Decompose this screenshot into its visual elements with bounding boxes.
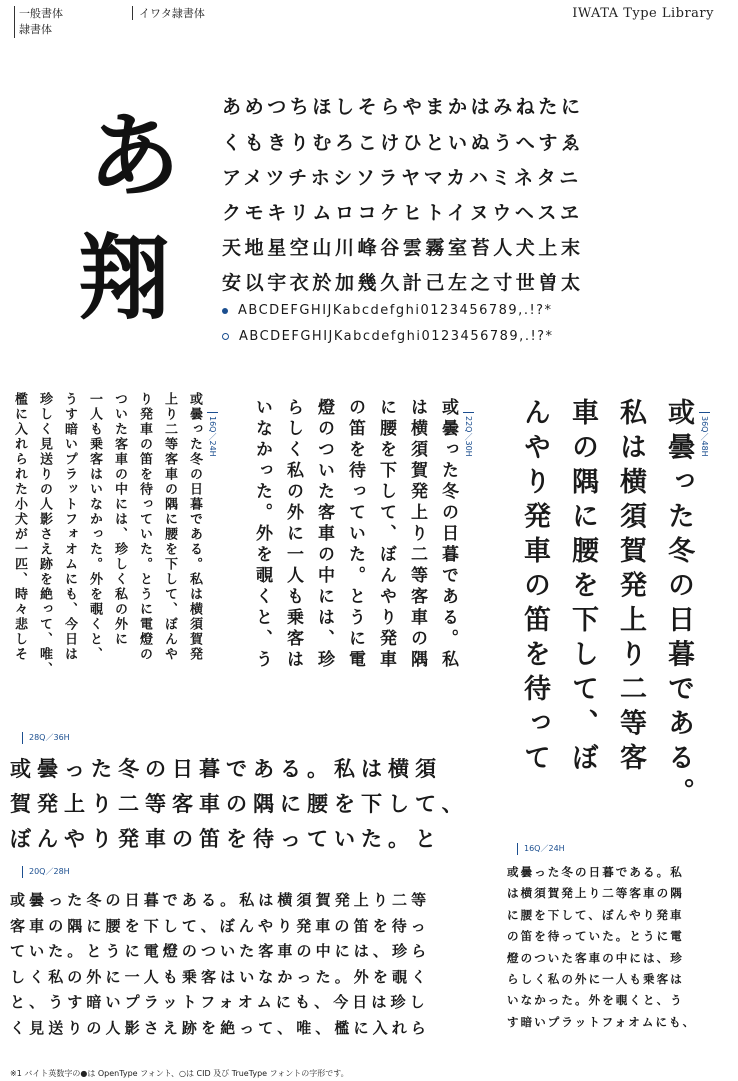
vertical-16q-col-8: 檻に入れられた小犬が一匹、時々悲しそ: [12, 392, 27, 662]
vertical-22q-col-2: は横須賀発上り二等客車の隅: [407, 398, 427, 671]
sample-line-hiragana-1: あめつちほしそらやまかはみねたに: [222, 96, 584, 118]
vertical-16q-col-2: 上り二等客車の隅に腰を下して、ぼんや: [162, 392, 177, 662]
font-name: イワタ隷書体: [132, 6, 205, 20]
alphanumeric-opentype: [222, 303, 553, 318]
vertical-16q-col-6: うす暗いプラットフォオムにも、今日は: [62, 392, 77, 662]
horizontal-16q-line-7: いなかった。外を覗くと、う: [507, 993, 684, 1008]
cid-dot-icon: [222, 333, 229, 340]
horizontal-text-16q: [507, 862, 696, 1033]
horizontal-16q-line-6: らしく私の外に一人も乗客は: [507, 972, 684, 987]
vertical-36q-col-4: んやり発車の笛を待って: [519, 398, 550, 778]
size-label-16q-vertical: 16Q／24H: [207, 412, 218, 457]
alphanumeric-cid-text: ABCDEFGHIJKabcdefghi0123456789,.!?*: [239, 329, 554, 344]
sample-line-katakana-1: アメツチホシソラヤマカハミネタニ: [222, 167, 582, 189]
footnote: ※1 バイト英数字の●は OpenType フォント、○は CID 及び TrueType フォントの字形です。: [10, 1069, 349, 1078]
vertical-16q-col-5: 一人も乗客はいなかった。外を覗くと、: [87, 392, 102, 662]
vertical-text-22q: [246, 398, 460, 698]
vertical-text-36q: [506, 398, 696, 828]
horizontal-16q-line-4: の笛を待っていた。とうに電: [507, 929, 684, 944]
horizontal-20q-line-1: 或曇った冬の日暮である。私は横須賀発上り二等: [10, 891, 431, 909]
size-label-22q-vertical: 22Q／30H: [463, 412, 474, 457]
sample-line-kanji-1: 天地星空山川峰谷雲霧室苔人犬上末: [222, 237, 584, 259]
alphanumeric-opentype-text: ABCDEFGHIJKabcdefghi0123456789,.!?*: [238, 303, 553, 318]
vertical-36q-col-3: 車の隅に腰を下して、ぼ: [567, 398, 598, 778]
vertical-22q-col-5: 燈のついた客車の中には、珍: [314, 398, 334, 671]
vertical-16q-col-4: ついた客車の中には、珍しく私の外に: [112, 392, 127, 647]
horizontal-text-28q: [10, 752, 469, 857]
vertical-22q-col-6: らしく私の外に一人も乗客は: [283, 398, 303, 671]
horizontal-20q-line-4: しく私の外に一人も乗客はいなかった。外を覗く: [10, 967, 431, 986]
opentype-dot-icon: [222, 308, 228, 314]
vertical-22q-col-4: の笛を待っていた。とうに電: [345, 398, 365, 671]
library-title: IWATA Type Library: [572, 6, 714, 21]
sample-line-kanji-2: 安以宇衣於加幾久計己左之寸世曽太: [222, 272, 584, 294]
horizontal-28q-line-3: ぼんやり発車の笛を待っていた。と: [10, 827, 442, 851]
horizontal-16q-line-1: 或曇った冬の日暮である。私: [507, 865, 684, 879]
sample-line-hiragana-2: くもきりむろこけひといぬうへすゑ: [222, 132, 584, 154]
horizontal-16q-line-5: 燈のついた客車の中には、珍: [507, 950, 684, 965]
category-label: [14, 6, 63, 38]
vertical-16q-col-3: り発車の笛を待っていた。とうに電燈の: [137, 392, 152, 662]
sample-line-katakana-2: クモキリムロコケヒトイヌウヘスヱ: [222, 202, 583, 224]
horizontal-text-20q: [10, 888, 430, 1042]
horizontal-20q-line-6: く見送りの人影さえ跡を絶って、唯、檻に入れら: [10, 1018, 430, 1037]
size-label-28q: 28Q／36H: [22, 732, 70, 744]
vertical-36q-col-2: 私は横須賀発上り二等客: [615, 398, 646, 778]
vertical-16q-col-7: 珍しく見送りの人影さえ跡を絶って、唯、: [37, 392, 52, 677]
horizontal-16q-line-3: に腰を下して、ぼんやり発車: [507, 907, 684, 922]
vertical-16q-col-1: 或曇った冬の日暮である。私は横須賀発: [187, 392, 202, 662]
horizontal-20q-line-3: ていた。とうに電燈のついた客車の中には、珍ら: [10, 942, 431, 961]
horizontal-28q-line-1: 或曇った冬の日暮である。私は横須: [10, 757, 442, 781]
vertical-text-16q: [8, 392, 204, 702]
category-line-2: 隷書体: [19, 23, 52, 36]
vertical-36q-col-1: 或曇った冬の日暮である。: [663, 398, 694, 812]
horizontal-16q-line-8: す暗いプラットフォオムにも、: [507, 1014, 697, 1029]
category-line-1: 一般書体: [19, 7, 63, 20]
size-label-36q-vertical: 36Q／48H: [699, 412, 710, 457]
big-char-sho: 翔: [78, 224, 171, 332]
vertical-22q-col-1: 或曇った冬の日暮である。私: [438, 398, 458, 671]
size-label-16q-horizontal: 16Q／24H: [517, 843, 565, 855]
alphanumeric-cid: [222, 329, 554, 344]
horizontal-20q-line-2: 客車の隅に腰を下して、ぼんやり発車の笛を待っ: [10, 916, 430, 935]
vertical-22q-col-7: いなかった。外を覗くと、う: [252, 398, 272, 671]
vertical-22q-col-3: に腰を下して、ぼんやり発車: [376, 398, 396, 671]
horizontal-16q-line-2: は横須賀発上り二等客車の隅: [507, 886, 684, 901]
horizontal-20q-line-5: と、うす暗いプラットフォオムにも、今日は珍し: [10, 993, 429, 1012]
size-label-20q: 20Q／28H: [22, 866, 70, 878]
horizontal-28q-line-2: 賀発上り二等客車の隅に腰を下して、: [10, 792, 469, 816]
big-char-a: あ: [88, 102, 181, 210]
